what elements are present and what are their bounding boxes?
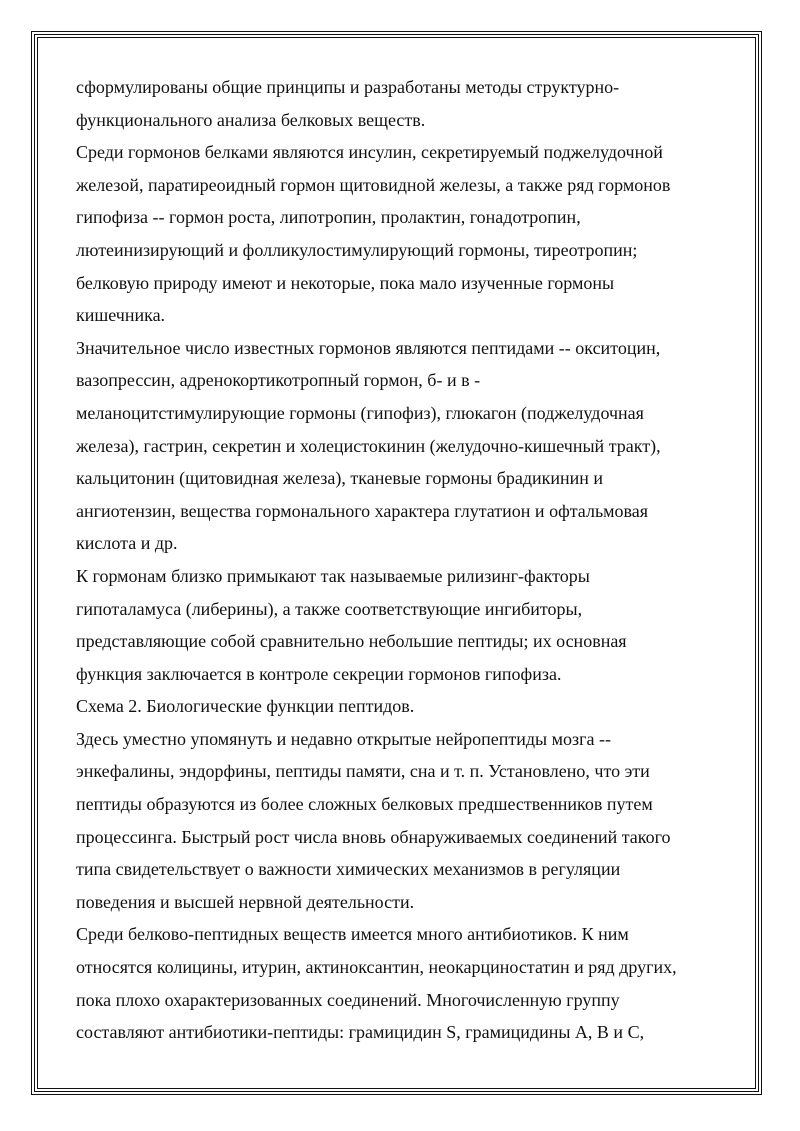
text-line: пептиды образуются из более сложных белковых предшественников путем — [76, 794, 653, 815]
text-line: типа свидетельствует о важности химических механизмов в регуляции — [76, 859, 621, 880]
text-line: составляют антибиотики-пептиды: грамицидин S, грамицидины А, В и С, — [76, 1022, 645, 1043]
text-line: железой, паратиреоидный гормон щитовидной железы, а также ряд гормонов — [76, 174, 671, 195]
text-line: представляющие собой сравнительно небольшие пептиды; их основная — [76, 631, 627, 652]
text-line: железа), гастрин, секретин и холецистокинин (желудочно-кишечный тракт), — [76, 435, 661, 456]
text-line: энкефалины, эндорфины, пептиды памяти, сна и т. п. Установлено, что эти — [76, 761, 650, 782]
text-line: пока плохо охарактеризованных соединений. Многочисленную группу — [76, 989, 620, 1010]
text-line: поведения и высшей нервной деятельности. — [76, 891, 415, 912]
document-body — [76, 71, 726, 1049]
text-line: Среди белково-пептидных веществ имеется много антибиотиков. К ним — [76, 924, 629, 945]
figure-caption: Схема 2. Биологические функции пептидов. — [76, 696, 415, 717]
text-line: ангиотензин, вещества гормонального характера глутатион и офтальмовая — [76, 500, 649, 521]
text-line: гипофиза -- гормон роста, липотропин, пролактин, гонадотропин, — [76, 207, 581, 228]
text-line: функционального анализа белковых веществ. — [76, 109, 426, 130]
text-line: процессинга. Быстрый рост числа вновь обнаруживаемых соединений такого — [76, 826, 671, 847]
text-line: Здесь уместно упомянуть и недавно открытые нейропептиды мозга -- — [76, 728, 611, 749]
text-line: гипоталамуса (либерины), а также соответствующие ингибиторы, — [76, 598, 583, 619]
text-line: вазопрессин, адренокортикотропный гормон, б- и в - — [76, 370, 481, 391]
text-line: функция заключается в контроле секреции гормонов гипофиза. — [76, 663, 562, 684]
text-line: К гормонам близко примыкают так называемые рилизинг-факторы — [76, 565, 590, 586]
text-line: кислота и др. — [76, 533, 178, 554]
text-line: сформулированы общие принципы и разработаны методы структурно- — [76, 77, 620, 97]
text-line: кишечника. — [76, 305, 166, 326]
text-line: лютеинизирующий и фолликулостимулирующий гормоны, тиреотропин; — [76, 239, 638, 260]
text-line: относятся колицины, итурин, актиноксантин, неокарциностатин и ряд других, — [76, 957, 677, 978]
text-line: меланоцитстимулирующие гормоны (гипофиз), глюкагон (поджелудочная — [76, 402, 644, 423]
text-line: белковую природу имеют и некоторые, пока мало изученные гормоны — [76, 272, 615, 293]
text-line: кальцитонин (щитовидная железа), тканевые гормоны брадикинин и — [76, 468, 604, 489]
text-line: Среди гормонов белками являются инсулин, секретируемый поджелудочной — [76, 142, 663, 163]
text-line: Значительное число известных гормонов являются пептидами -- окситоцин, — [76, 337, 661, 358]
